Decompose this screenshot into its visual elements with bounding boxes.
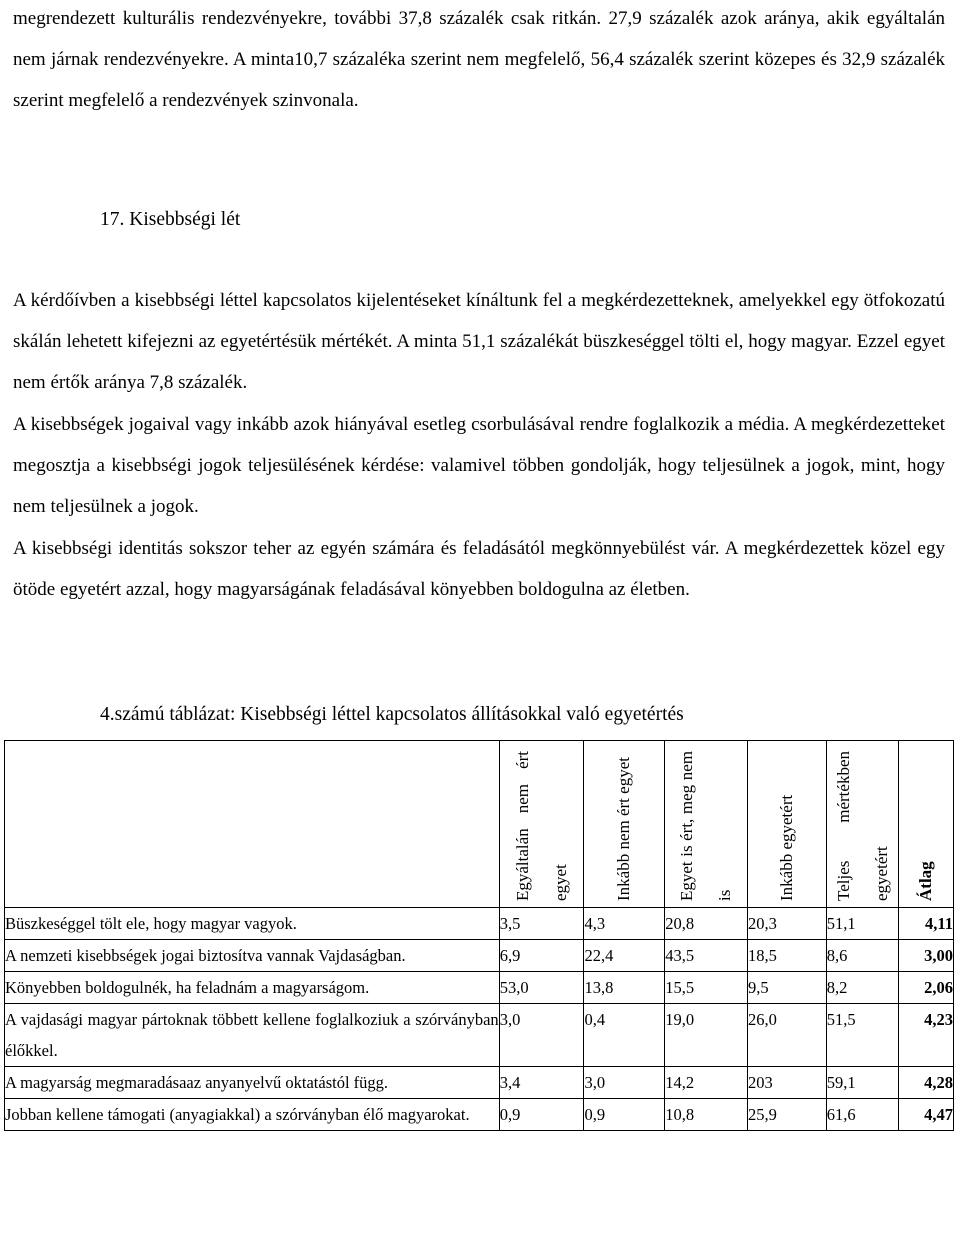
- header-cell: [665, 741, 748, 908]
- agreement-table: [4, 740, 954, 1131]
- statement-cell: Jobban kellene támogati (anyagiakkal) a szórványban élő magyarokat.: [5, 1099, 500, 1131]
- value-cell: 6,9: [499, 940, 584, 972]
- value-cell: 3,5: [499, 908, 584, 940]
- header-cell: [499, 741, 584, 908]
- average-cell: 4,11: [899, 908, 954, 940]
- header-label: Teljes mértékben egyetért: [833, 751, 891, 901]
- value-cell: 25,9: [748, 1099, 827, 1131]
- header-label: Inkább egyetért: [776, 794, 796, 901]
- statement-cell: Büszkeséggel tölt ele, hogy magyar vagyok.: [5, 908, 500, 940]
- header-cell-average: [899, 741, 954, 908]
- table-row: [5, 1067, 954, 1099]
- value-cell: 15,5: [665, 972, 748, 1004]
- statement-cell: A magyarság megmaradásaaz anyanyelvű oktatástól függ.: [5, 1067, 500, 1099]
- value-cell: 9,5: [748, 972, 827, 1004]
- statement-cell: A nemzeti kisebbségek jogai biztosítva vannak Vajdaságban.: [5, 940, 500, 972]
- header-label: Egyet is ért, meg nem is: [677, 751, 735, 901]
- value-cell: 3,0: [499, 1004, 584, 1067]
- value-cell: 20,3: [748, 908, 827, 940]
- table-row: [5, 972, 954, 1004]
- average-cell: 4,47: [899, 1099, 954, 1131]
- header-label: Átlag: [916, 861, 936, 901]
- value-cell: 4,3: [584, 908, 665, 940]
- body-paragraph-1: A kérdőívben a kisebbségi léttel kapcsolatos kijelentéseket kínáltunk fel a megkérdezetteknek, amelyekkel egy ötfokozatú skálán lehetett kifejezni az egyetértésük mértékét. A minta 51,1 százalékát büszkeséggel tölti el, hogy magyar. Ezzel egyet nem értők aránya 7,8 százalék.: [13, 290, 945, 393]
- value-cell: 13,8: [584, 972, 665, 1004]
- value-cell: 3,0: [584, 1067, 665, 1099]
- intro-paragraph: megrendezett kulturális rendezvényekre, további 37,8 százalék csak ritkán. 27,9 százalék azok aránya, akik egyáltalán nem járnak rendezvényekre. A minta10,7 százaléka szerint nem megfelelő, 56,4 százalék szerint közepes és 32,9 százalék szerint megfelelő a rendezvények szinvonala.: [13, 8, 945, 111]
- table-row: [5, 940, 954, 972]
- table-row: [5, 1099, 954, 1131]
- value-cell: 51,1: [826, 908, 899, 940]
- table-row: [5, 1004, 954, 1067]
- value-cell: 8,6: [826, 940, 899, 972]
- value-cell: 20,8: [665, 908, 748, 940]
- value-cell: 0,9: [499, 1099, 584, 1131]
- body-paragraph-2: A kisebbségek jogaival vagy inkább azok hiányával esetleg csorbulásával rendre foglalkozik a média. A megkérdezetteket megosztja a kisebbségi jogok teljesülésének kérdése: valamivel többen gondolják, hogy teljesülnek a jogok, mint, hogy nem teljesülnek a jogok.: [13, 414, 945, 517]
- statement-cell: A vajdasági magyar pártoknak többett kellene foglalkoziuk a szórványban élőkkel.: [5, 1004, 500, 1067]
- header-label: Inkább nem ért egyet: [614, 757, 634, 901]
- value-cell: 43,5: [665, 940, 748, 972]
- value-cell: 53,0: [499, 972, 584, 1004]
- table-row: [5, 908, 954, 940]
- table-corner-cell: [5, 741, 500, 908]
- value-cell: 14,2: [665, 1067, 748, 1099]
- value-cell: 8,2: [826, 972, 899, 1004]
- average-cell: 2,06: [899, 972, 954, 1004]
- value-cell: 26,0: [748, 1004, 827, 1067]
- average-cell: 3,00: [899, 940, 954, 972]
- value-cell: 51,5: [826, 1004, 899, 1067]
- value-cell: 61,6: [826, 1099, 899, 1131]
- average-cell: 4,28: [899, 1067, 954, 1099]
- table-caption: 4.számú táblázat: Kisebbségi léttel kapcsolatos állításokkal való egyetértés: [100, 704, 684, 725]
- statement-cell: Könyebben boldogulnék, ha feladnám a magyarságom.: [5, 972, 500, 1004]
- value-cell: 59,1: [826, 1067, 899, 1099]
- header-cell: [826, 741, 899, 908]
- average-cell: 4,23: [899, 1004, 954, 1067]
- table-header-row: [5, 741, 954, 908]
- value-cell: 0,4: [584, 1004, 665, 1067]
- section-heading: 17. Kisebbségi lét: [100, 209, 241, 230]
- body-paragraph-3: A kisebbségi identitás sokszor teher az egyén számára és feladásától megkönnyebülést vár. A megkérdezettek közel egy ötöde egyetért azzal, hogy magyarságának feladásával könyebben boldogulna az életben.: [13, 538, 945, 600]
- value-cell: 203: [748, 1067, 827, 1099]
- value-cell: 10,8: [665, 1099, 748, 1131]
- header-cell: [748, 741, 827, 908]
- value-cell: 19,0: [665, 1004, 748, 1067]
- header-cell: [584, 741, 665, 908]
- value-cell: 3,4: [499, 1067, 584, 1099]
- value-cell: 18,5: [748, 940, 827, 972]
- header-label: Egyáltalán nem ért egyet: [512, 751, 570, 901]
- value-cell: 0,9: [584, 1099, 665, 1131]
- value-cell: 22,4: [584, 940, 665, 972]
